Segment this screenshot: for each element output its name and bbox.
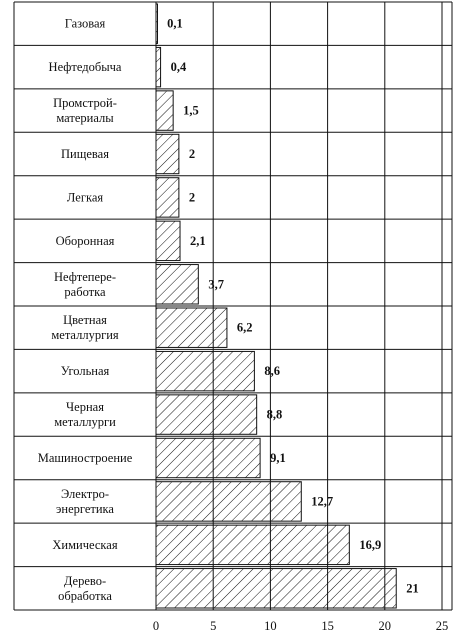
category-label-10: Машиностроение	[37, 451, 133, 465]
category-label-8: Угольная	[60, 364, 110, 379]
category-label-2: Промстрой-материалы	[53, 96, 117, 126]
x-tick-label-0: 0	[152, 619, 160, 633]
category-label-9: Черная металлурги	[54, 400, 116, 430]
bar-9	[156, 395, 257, 434]
data-label-6: 3,7	[208, 277, 224, 292]
bar-8	[156, 351, 254, 390]
category-label-12: Химическая	[52, 537, 118, 552]
bar-10	[156, 438, 260, 477]
x-tick-label-3: 15	[321, 619, 334, 633]
bar-2	[156, 91, 173, 130]
data-label-1: 0,4	[170, 60, 187, 75]
data-label-9: 8,8	[266, 407, 283, 422]
data-label-12: 16,9	[359, 537, 382, 552]
x-tick-label-1: 5	[210, 619, 217, 633]
data-label-11: 12,7	[311, 494, 334, 509]
data-label-0: 0,1	[167, 16, 183, 31]
category-label-3: Пищевая	[61, 147, 109, 161]
x-tick-label-5: 25	[435, 619, 449, 633]
category-label-4: Легкая	[66, 190, 104, 205]
bar-12	[156, 525, 349, 564]
category-label-5: Оборонная	[55, 233, 115, 248]
bar-1	[156, 47, 161, 86]
data-label-10: 9,1	[270, 451, 286, 465]
category-label-1: Нефтедобыча	[48, 60, 122, 75]
bar-3	[156, 134, 179, 173]
category-label-11: Электро-энергетика	[56, 486, 114, 516]
data-label-3: 2	[188, 147, 196, 161]
category-label-6: Нефтепере-работка	[53, 269, 117, 299]
x-tick-label-4: 20	[378, 619, 392, 633]
category-label-7: Цветная металлургия	[51, 313, 119, 343]
data-label-2: 1,5	[183, 103, 199, 118]
category-label-0: Газовая	[64, 16, 106, 31]
x-tick-label-2: 10	[264, 619, 277, 633]
bar-13	[156, 569, 396, 608]
bar-5	[156, 221, 180, 260]
category-label-13: Дерево-обработка	[58, 573, 112, 603]
bar-4	[156, 178, 179, 217]
data-label-5: 2,1	[190, 233, 206, 248]
data-label-8: 8,6	[264, 364, 281, 379]
bar-11	[156, 482, 301, 521]
data-label-13: 21	[406, 581, 419, 596]
bar-7	[156, 308, 227, 347]
bar-6	[156, 265, 198, 304]
data-label-7: 6,2	[236, 320, 253, 335]
data-label-4: 2	[188, 190, 196, 205]
